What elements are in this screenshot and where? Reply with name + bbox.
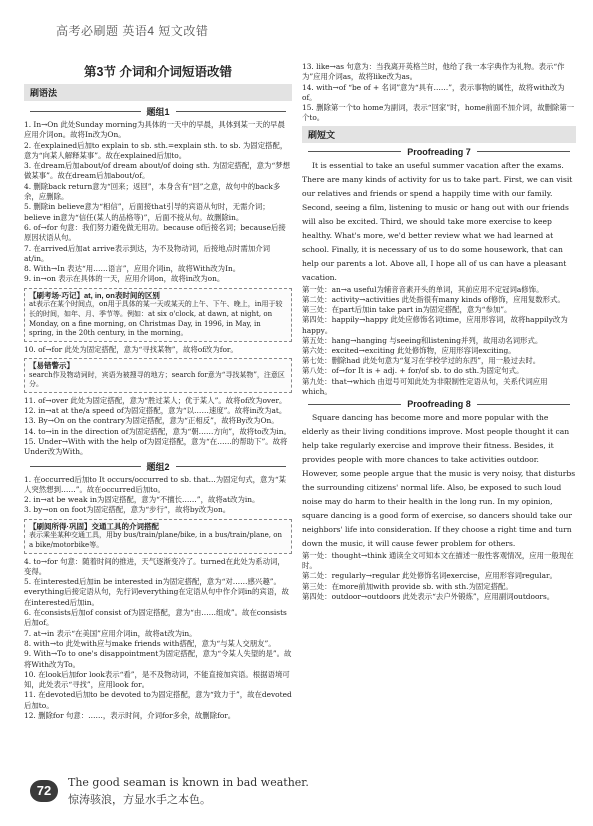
correction-item: 第四处：happily→happy 此处应修饰名词time，应用形容词，故将happily改为happy。 [302,315,568,335]
correction-item: 第三处：在part后加in take part in为固定搭配，意为“参加”。 [302,305,512,315]
correction-item: 第四处：outdoor→outdoors 此处表示“去户外锻炼”，应用副词outdoors。 [302,591,555,601]
essay-paragraph: It is essential to take an useful summer vacation after the exams. There are many kinds of activity for us to take part. First, we can visit our relatives and friends or spend a happily time with our family. Second, seeing a film, listening to music or hang out with our friends will also be excited. Third, we should take more exercise to keep healthy. What's more, we'd better review what we had learned at school. Finally, it is necessary of us to do some housework, that can help our parents a lot. Above all, I hope all of us can have a pleasant vacation. [302,160,573,282]
correction-item: 第五处：hang→hanging 与seeing和listening并列，故用动名词形式。 [302,335,543,345]
answer-item: 8. with→to 此处with应与make friends with搭配，意为“与某人交朋友”。 [24,638,276,648]
answer-item: 2. in→at be weak in为固定搭配，意为“不擅长……”，故将at改为in。 [24,495,260,505]
essay-8 [302,411,576,551]
band-passage: 刷短文 [302,126,576,143]
answer-item: 3. 在dream后加about/of dream about/of doing sth. 为固定搭配，意为“梦想做某事”。故在dream后加about/of。 [24,161,290,181]
answer-item: 14. with→of “be of + 名词”意为“具有……”，表示事物的属性，故将with改为of。 [302,82,565,102]
answer-item: 10. of→for 此处为固定搭配，意为“寻找某物”，故将of改为for。 [24,344,238,354]
answer-item: 7. at→in 表示“在美国”应用介词in，故将at改为in。 [24,628,197,638]
answer-item: 13. like→as 句意为：当我离开英格兰时，他给了我一本字典作为礼物。表示“作为”应用介词as，故将like改为as。 [302,62,565,82]
tip-box-time-prepositions: 【刷考场·巧记】at, in, on表时间的区别 at表示在某个时间点，on用于具体的某一天或某天的上午、下午、晚上，in用于较长的时间，如年、月、季节等。例如：at six o'clock, at dawn, at night, on Monday, on a fine morning, on Christmas Day, in 1996, in May, in spring, in the 20th century, in the morning。 [24,288,292,342]
correction-item: 第七处：删除had 此处句意为“复习在学校学过的东西”，用一般过去时。 [302,356,541,366]
answer-item: 11. 在devoted后加to be devoted to为固定搭配，意为“致力于”，故在devoted后加to。 [24,690,292,710]
answer-item: 5. 删除in believe意为“相信”，后面接that引导的宾语从句时，无需介词；believe in意为“信任(某人的品格等)”，后面不接从句。故删除in。 [24,202,270,222]
page-number: 72 [30,780,58,802]
correction-item: 第三处：在more前加with provide sb. with sth.为固定搭配。 [302,581,513,591]
answers-7 [302,285,576,397]
answer-item: 2. 在explained后加to explain to sb. sth.=explain sth. to sb. 为固定搭配，意为“向某人解释某事”。故在explained后加to。 [24,140,288,160]
proofreading-7-heading: Proofreading 7 [302,147,576,157]
correction-item: 第六处：excited→exciting 此处修饰物，应用形容词exciting。 [302,346,516,355]
answer-item: 9. With→To to one's disappointment为固定搭配，意为“令某人失望的是”。故将With改为To。 [24,649,292,669]
header-title: 高考必刷题 英语4 短文改错 [56,24,209,38]
answer-item: 6. 在consists后加of consist of为固定搭配，意为“由……组成”。故在consists后加of。 [24,608,287,628]
answer-item: 15. Under→With with the help of为固定搭配，意为“在……的帮助下”。故将Under改为With。 [24,436,288,457]
answers-8 [302,551,576,602]
correction-item: 第九处：that→which 由逗号可知此处为非限制性定语从句，关系代词应用which。 [302,376,548,396]
left-column [24,62,292,721]
tip-box-warning: 【易错警示】 search作及物动词时，宾语为被搜寻的地方；search for意为“寻找某物”，注意区分。 [24,358,292,393]
answer-item: 6. of→for 句意：我们努力避免做无用功。because of后接名词；because后接原因状语从句。 [24,222,286,243]
answer-item: 1. 在occurred后加to It occurs/occurred to sb. that...为固定句式，意为“某人突然想到……”。故在occurred后加to。 [24,474,286,494]
tip-box-transport: 【刷阅所得·巩固】交通工具的介词搭配 表示乘坐某种交通工具，用by bus/train/plane/bike, in a bus/train/plane, on a bike/motorbike等。 [24,519,292,554]
answer-item: 13. By→On on the contrary为固定搭配，意为“正相反”，故将By改为On。 [24,416,279,426]
group-1-items-c [24,396,292,458]
answer-item: 9. in→on 表示在具体的一天，应用介词on，故将in改为on。 [24,274,225,284]
group-2-items-b [24,557,292,722]
group-1-heading: 题组1 [24,105,292,118]
group-1-items [24,120,292,285]
section-title: 第3节 介词和介词短语改错 [84,65,232,79]
page-footer [30,772,570,812]
group-1-items-b [24,345,292,355]
footer-quote-en: The good seaman is known in bad weather. [68,776,309,789]
correction-item: 第二处：activity→activities 此处指很有many kinds of修饰，应用复数形式。 [302,294,565,304]
answer-item: 14. to→in in the direction of为固定搭配，意为“朝……方向”，故将to改为in。 [24,426,291,436]
group-2-heading: 题组2 [24,460,292,473]
group-2-items [24,475,292,516]
answer-item: 10. 在look后加for look表示“看”，是不及物动词，不能直接加宾语。根据语境可知，此处表示“寻找”，应用look for。 [24,669,290,690]
correction-item: 第二处：regularly→regular 此处修饰名词exercise，应用形容词regular。 [302,571,557,581]
top-items [302,62,576,124]
answer-item: 15. 删除第一个to home为副词，表示“回家”时，home前面不加介词，故删除第一个to。 [302,103,575,123]
footer-quote-cn: 惊涛骇浪，方显水手之本色。 [68,793,211,806]
essay-paragraph: Square dancing has become more and more popular with the elderly as their living conditions improve. Most people thought it can help take regularly exercise and improve their fitness. Besides, it provides people with more chances to take activities outdoor. However, some people argue that the music is very noisy, that disturbs the surrounding citizens' normal life. Also, be exposed to such loud noise may do harm to their health in the long run. In my opinion, square dancing is a good form of exercise, so dancers should take our neighbors' life into consideration. If they choose a right time and turn down the music, it will cause fewer problem for others. [302,413,576,549]
answer-item: 4. 删除back return意为“回来；返回”，本身含有“回”之意，故句中的back多余，应删除。 [24,181,281,202]
band-grammar: 刷语法 [24,84,292,101]
answer-item: 12. 删除for 句意：……，表示时间，介词for多余，故删除for。 [24,711,236,720]
answer-item: 5. 在interested后加in be interested in为固定搭配，意为“对……感兴趣”。everything后接定语从句，先行词everything在定语从句中作介词in的宾语，故在interested后加in。 [24,577,289,607]
correction-item: 第一处：thought→think 通读全文可知本文在描述一般性客观情况，应用一般现在时。 [302,551,574,571]
answer-item: 7. 在arrived后加at arrive表示到达，为不及物动词，后接地点时需加介词at/in。 [24,243,271,263]
correction-item: 第一处：an→a useful为辅音音素开头的单词，其前应用不定冠词a修饰。 [302,284,544,294]
answer-item: 12. in→at at the/a speed of为固定搭配，意为“以……速度”。故将in改为at。 [24,406,287,416]
essay-7 [302,159,576,285]
answer-item: 3. by→on on foot为固定搭配，意为“步行”，故将by改为on。 [24,505,231,515]
proofreading-8-heading: Proofreading 8 [302,399,576,409]
answer-item: 1. In→On 此处Sunday morning为具体的一天中的早晨，具体到某一天的早晨应用介词on。故将In改为On。 [24,120,285,140]
answer-item: 4. to→for 句意：随着时间的推进，天气逐渐变冷了。turned在此处为系动词，变得。 [24,556,285,576]
answer-item: 11. of→over 此处为固定搭配，意为“胜过某人；优于某人”。故将of改为over。 [24,395,287,405]
correction-item: 第八处：of→for It is + adj. + for/of sb. to do sth.为固定句式。 [302,366,524,376]
right-column [302,62,576,602]
page-header [0,0,593,40]
answer-item: 8. With→In 表达“用……语言”，应用介词in，故将With改为In。 [24,264,241,274]
